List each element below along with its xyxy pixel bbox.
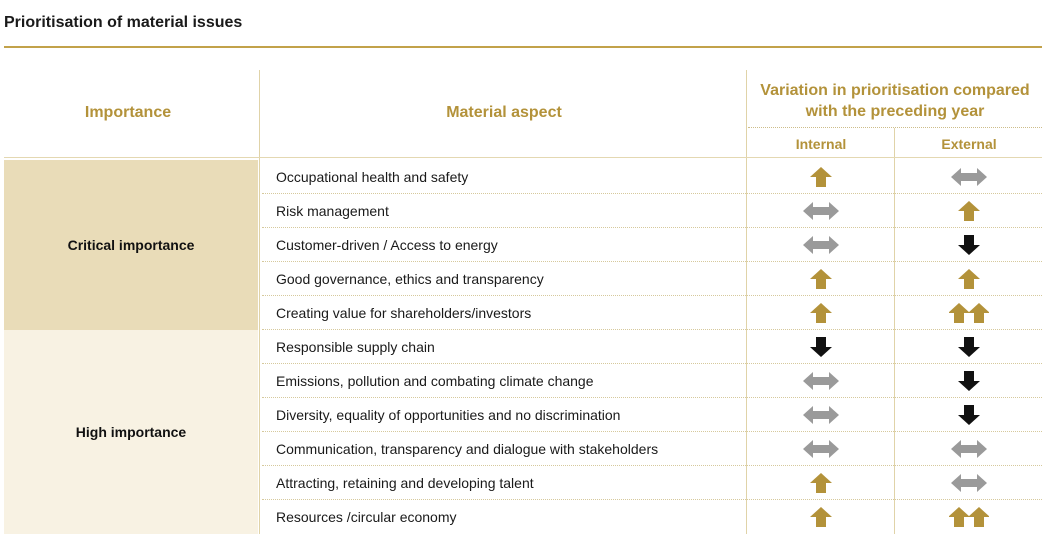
double-arrow-up-icon <box>949 303 989 323</box>
material-aspect-label: Customer-driven / Access to energy <box>276 237 498 253</box>
arrow-left-right-icon <box>801 235 841 255</box>
table-row <box>262 466 1042 500</box>
table-row <box>262 194 1042 228</box>
external-variation-cell <box>896 500 1042 534</box>
arrow-up-icon <box>801 269 841 289</box>
arrow-up-icon <box>801 507 841 527</box>
material-aspect-label: Communication, transparency and dialogue with stakeholders <box>276 441 659 457</box>
arrow-down-icon <box>949 371 989 391</box>
external-variation-cell <box>896 160 1042 194</box>
external-variation-cell <box>896 330 1042 364</box>
arrow-down-icon <box>949 405 989 425</box>
material-aspect-label: Emissions, pollution and combating climate change <box>276 373 594 389</box>
group-critical-importance <box>4 160 258 330</box>
table-row <box>262 500 1042 534</box>
title-divider <box>4 46 1042 48</box>
material-aspect-label: Resources /circular economy <box>276 509 457 525</box>
arrow-left-right-icon <box>949 167 989 187</box>
arrow-down-icon <box>949 235 989 255</box>
external-variation-cell <box>896 228 1042 262</box>
internal-variation-cell <box>748 398 894 432</box>
table-row <box>262 330 1042 364</box>
internal-variation-cell <box>748 160 894 194</box>
page-title: Prioritisation of material issues <box>4 14 243 31</box>
table-row <box>262 364 1042 398</box>
arrow-up-icon <box>801 473 841 493</box>
arrow-down-icon <box>801 337 841 357</box>
header-internal: Internal <box>795 136 847 152</box>
group-high-importance <box>4 330 258 534</box>
arrow-up-icon <box>949 201 989 221</box>
arrow-left-right-icon <box>801 371 841 391</box>
internal-variation-cell <box>748 364 894 398</box>
arrow-left-right-icon <box>801 405 841 425</box>
header-bottom-rule <box>4 157 1042 158</box>
group-label: High importance <box>75 424 187 440</box>
external-variation-cell <box>896 466 1042 500</box>
arrow-down-icon <box>949 337 989 357</box>
external-variation-cell <box>896 262 1042 296</box>
group-label: Critical importance <box>67 237 195 253</box>
internal-variation-cell <box>748 432 894 466</box>
header-separator <box>748 127 1042 128</box>
internal-variation-cell <box>748 262 894 296</box>
table-row <box>262 228 1042 262</box>
table-row <box>262 262 1042 296</box>
header-importance: Importance <box>84 104 172 121</box>
internal-variation-cell <box>748 228 894 262</box>
internal-variation-cell <box>748 466 894 500</box>
table-row <box>262 432 1042 466</box>
header-external: External <box>941 136 997 152</box>
material-aspect-label: Good governance, ethics and transparency <box>276 271 544 287</box>
material-aspect-label: Creating value for shareholders/investors <box>276 305 532 321</box>
header-material-aspect: Material aspect <box>446 104 562 121</box>
arrow-up-icon <box>801 303 841 323</box>
arrow-left-right-icon <box>801 439 841 459</box>
arrow-up-icon <box>801 167 841 187</box>
column-divider <box>259 70 260 534</box>
table-row <box>262 398 1042 432</box>
material-aspect-label: Risk management <box>276 203 389 219</box>
internal-variation-cell <box>748 330 894 364</box>
double-arrow-up-icon <box>949 507 989 527</box>
arrow-left-right-icon <box>949 439 989 459</box>
internal-variation-cell <box>748 194 894 228</box>
table-row <box>262 296 1042 330</box>
internal-variation-cell <box>748 296 894 330</box>
external-variation-cell <box>896 296 1042 330</box>
external-variation-cell <box>896 398 1042 432</box>
material-aspect-label: Diversity, equality of opportunities and no discrimination <box>276 407 621 423</box>
header-variation: Variation in prioritisation compared with the preceding year <box>760 82 1030 120</box>
material-aspect-label: Attracting, retaining and developing talent <box>276 475 534 491</box>
arrow-up-icon <box>949 269 989 289</box>
arrow-left-right-icon <box>949 473 989 493</box>
material-aspect-label: Occupational health and safety <box>276 169 469 185</box>
external-variation-cell <box>896 194 1042 228</box>
external-variation-cell <box>896 432 1042 466</box>
arrow-left-right-icon <box>801 201 841 221</box>
table-row <box>262 160 1042 194</box>
external-variation-cell <box>896 364 1042 398</box>
internal-variation-cell <box>748 500 894 534</box>
material-aspect-label: Responsible supply chain <box>276 339 435 355</box>
